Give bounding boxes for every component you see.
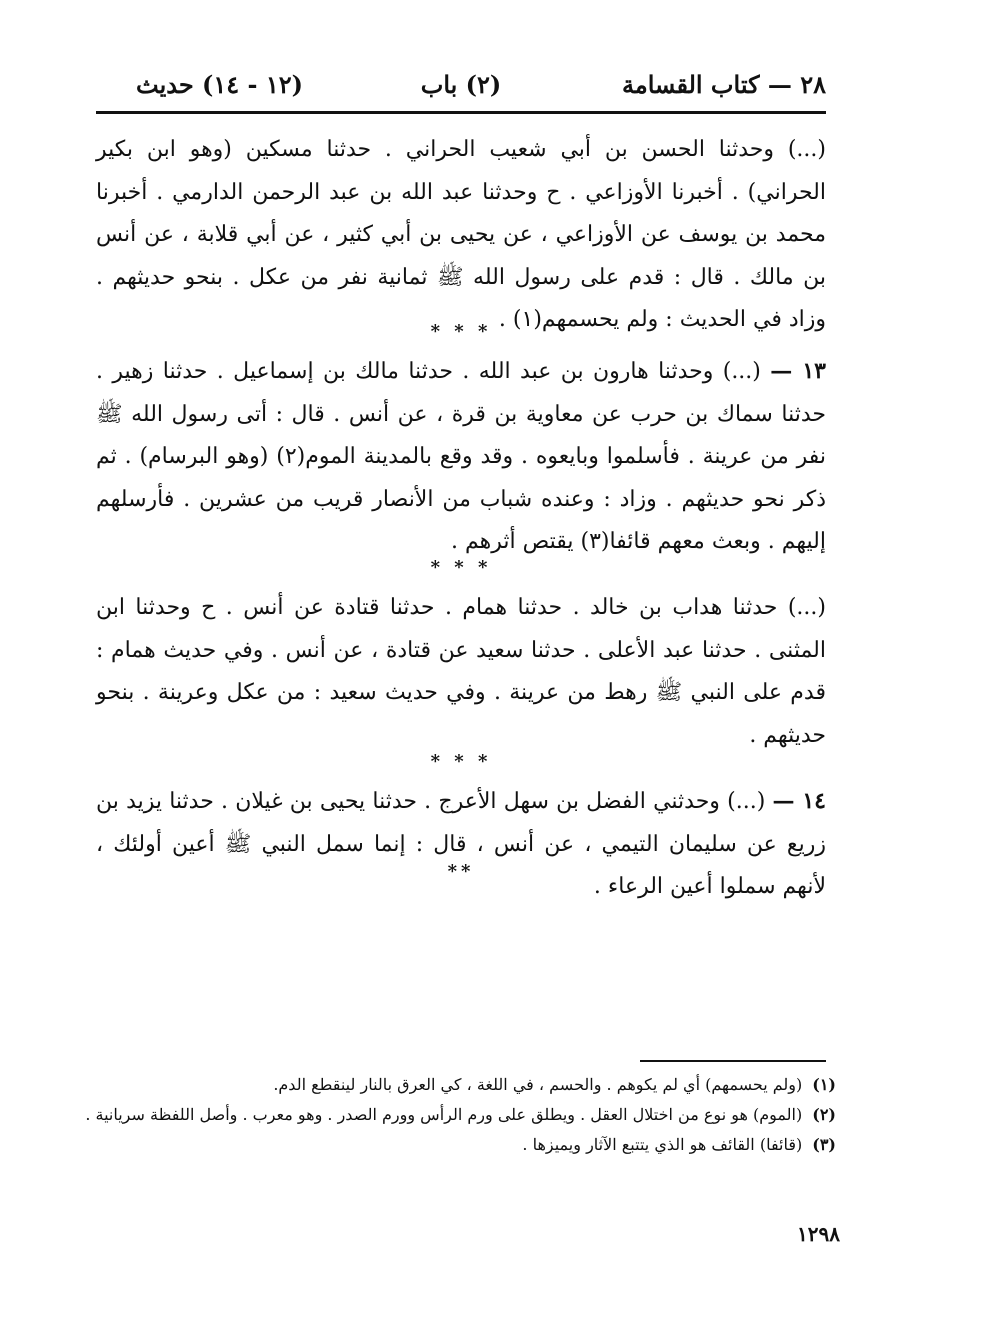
section-separator: * * * xyxy=(430,321,492,342)
footnote-divider xyxy=(640,1060,826,1062)
hadith-paragraph xyxy=(96,128,826,340)
hadith-text: (...) حدثنا هداب بن خالد . حدثنا همام . حدثنا قتادة عن أنس . ح وحدثنا ابن المثنى . حدثنا عبد الأعلى . حدثنا سعيد عن قتادة ، عن أنس . وفي حديث همام : قدم على النبي ﷺ رهط من عرينة . وفي حديث سعيد : من عكل وعرينة . بنحو حديثهم . xyxy=(96,595,826,748)
footnote-text: (قائفا) القائف هو الذي يتتبع الآثار ويميزها . xyxy=(522,1135,803,1154)
footnote-text: (الموم) هو نوع من اختلال العقل . ويطلق على ورم الرأس وورم الصدر . وهو معرب . وأصل اللفظة سريانية . xyxy=(85,1105,803,1124)
footnote-1 xyxy=(96,1070,836,1100)
footnote-mark: (١) xyxy=(812,1075,836,1094)
footnote-3 xyxy=(96,1130,836,1160)
section-separator: * * * xyxy=(430,557,492,578)
hadith-text: (...) وحدثنا الحسن بن أبي شعيب الحراني . حدثنا مسكين (وهو ابن بكير الحراني) . أخبرنا الأوزاعي . ح وحدثنا عبد الله بن عبد الرحمن الدارمي . أخبرنا محمد بن يوسف عن الأوزاعي ، عن يحيى بن أبي كثير ، عن أبي قلابة ، عن أنس بن مالك . قال : قدم على رسول الله ﷺ ثمانية نفر من عكل . بنحو حديثهم . وزاد في الحديث : ولم يحسمهم(١) . xyxy=(96,137,826,332)
page-number: ١٢٩٨ xyxy=(797,1222,840,1246)
footnotes xyxy=(85,1070,836,1160)
main-text xyxy=(96,128,827,899)
section-separator: * * * xyxy=(430,751,492,772)
hadith-number: ١٤ — xyxy=(772,788,826,814)
footnote-mark: (٢) xyxy=(812,1105,836,1124)
header-divider xyxy=(96,111,826,114)
running-head-book: ٢٨ — كتاب القسامة xyxy=(622,70,826,99)
running-head-hadith-range: (١٢ - ١٤) حديث xyxy=(136,70,303,99)
running-head-chapter: (٢) باب xyxy=(420,70,502,99)
hadith-number: ١٣ — xyxy=(770,358,826,384)
footnote-2 xyxy=(85,1100,836,1130)
footnote-text: (ولم يحسمهم) أي لم يكوهم . والحسم ، في اللغة ، كي العرق بالنار لينقطع الدم. xyxy=(273,1075,803,1094)
end-separator: ** xyxy=(447,861,475,882)
hadith-paragraph xyxy=(96,586,826,756)
hadith-text: (...) وحدثني الفضل بن سهل الأعرج . حدثنا يحيى بن غيلان . حدثنا يزيد بن زريع عن سليمان التيمي ، عن أنس ، قال : إنما سمل النبي ﷺ أعين أولئك ، لأنهم سملوا أعين الرعاء . xyxy=(96,789,826,899)
hadith-text: (...) وحدثنا هارون بن عبد الله . حدثنا مالك بن إسماعيل . حدثنا زهير . حدثنا سماك بن حرب عن معاوية بن قرة ، عن أنس . قال : أتى رسول الله ﷺ نفر من عرينة . فأسلموا وبايعوه . وقد وقع بالمدينة الموم(٢) (وهو البرسام) . ثم ذكر نحو حديثهم . وزاد : وعنده شباب من الأنصار قريب من عشرين . فأرسلهم إليهم . وبعث معهم قائفا(٣) يقتص أثرهم . xyxy=(96,359,827,554)
page-header xyxy=(96,62,826,110)
hadith-paragraph xyxy=(96,350,826,562)
hadith-paragraph xyxy=(96,780,826,899)
footnote-mark: (٣) xyxy=(812,1135,836,1154)
